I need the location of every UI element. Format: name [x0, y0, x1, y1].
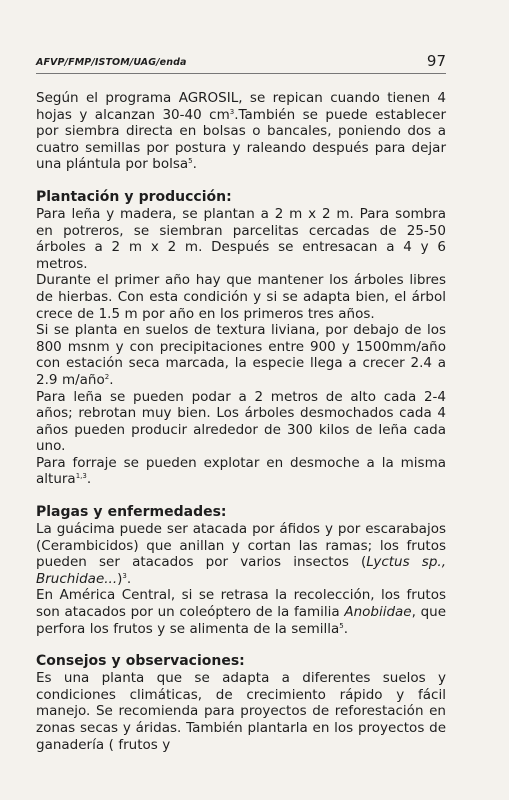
plagas-p2-family: Anobiidae: [344, 604, 412, 621]
plagas-p2-end: .: [343, 620, 349, 637]
footnote-ref: 2: [104, 372, 110, 381]
footnote-ref: 3: [229, 107, 235, 116]
intro-text-3: .: [192, 156, 197, 173]
plantacion-paragraph-1: Para leña y madera, se plantan a 2 m x 2 m. Para sombra en potreros, se siembran parcelitas cercadas de 25-50 árboles a 2 m x 2 m. Después se entresacan a 4 y 6 metros.: [36, 205, 446, 272]
plantacion-p5-end: .: [86, 471, 92, 488]
plagas-p2-text: En América Central, si se retrasa la recolección, los frutos son atacados por un coleóptero de la familia: [36, 587, 446, 621]
plantacion-paragraph-2: Durante el primer año hay que mantener los árboles libres de hierbas. Con esta condición y si se adapta bien, el árbol crece de 1.5 m por año en los primeros tres años.: [36, 272, 446, 322]
plantacion-paragraph-3: [36, 322, 446, 388]
plagas-p2-text-2: , que perfora los frutos y se alimenta de la semilla: [36, 604, 446, 637]
intro-paragraph: [36, 90, 446, 173]
intro-text-1: Según el programa AGROSIL, se repican cuando tienen 4 hojas y alcanzan 30-40 cm: [36, 90, 446, 123]
plagas-paragraph-1: [36, 521, 446, 587]
page-header: [36, 47, 446, 74]
consejos-paragraph-1: Es una planta que se adapta a diferentes suelos y condiciones climáticas, de crecimiento rápido y fácil manejo. Se recomienda para proyectos de reforestación en zonas secas y áridas. También plantarla en los proyectos de ganadería ( frutos y: [36, 670, 446, 753]
footnote-ref: 5: [339, 621, 344, 630]
heading-plagas: Plagas y enfermedades:: [36, 504, 227, 521]
plagas-p1-species: Lyctus sp., Bruchidae...: [36, 554, 446, 587]
plagas-p1-text: La guácima puede ser atacada por áfidos y por escarabajos (Cerambicidos) que anillan y cortan las ramas; los frutos pueden ser atacados por varios insectos (: [36, 521, 446, 571]
plantacion-paragraph-5: [36, 455, 446, 488]
plagas-paragraph-2: [36, 587, 446, 637]
plantacion-paragraph-4: Para leña se pueden podar a 2 metros de alto cada 2-4 años; rebrotan muy bien. Los árboles desmochados cada 4 años pueden producir alrededor de 300 kilos de leña cada uno.: [36, 388, 446, 455]
heading-plantacion: Plantación y producción:: [36, 188, 232, 205]
plantacion-p3-text: Si se planta en suelos de textura liviana, por debajo de los 800 msnm y con precipitaciones entre 900 y 1500mm/año con estación seca marcada, la especie llega a crecer 2.4 a 2.9 m/año: [36, 322, 446, 388]
footnote-ref: 5: [188, 157, 193, 166]
plagas-p1-close: ): [117, 570, 123, 587]
page-number: 97: [426, 52, 446, 70]
page-body: [36, 90, 446, 753]
footnote-ref: 1,3: [75, 472, 87, 481]
plagas-p1-end: .: [126, 570, 132, 587]
footnote-ref: 3: [122, 571, 127, 580]
intro-text-2: .También se puede establecer por siembra directa en bolsas o bancales, poniendo dos a cuatro semillas por postura y raleando después para dejar una plántula por bolsa: [36, 106, 446, 173]
plantacion-p5-text: Para forraje se pueden explotar en desmoche a la misma altura: [36, 454, 446, 488]
plantacion-p3-end: .: [109, 371, 114, 388]
heading-consejos: Consejos y observaciones:: [36, 653, 245, 670]
header-publisher: AFVP/FMP/ISTOM/UAG/enda: [36, 57, 187, 68]
